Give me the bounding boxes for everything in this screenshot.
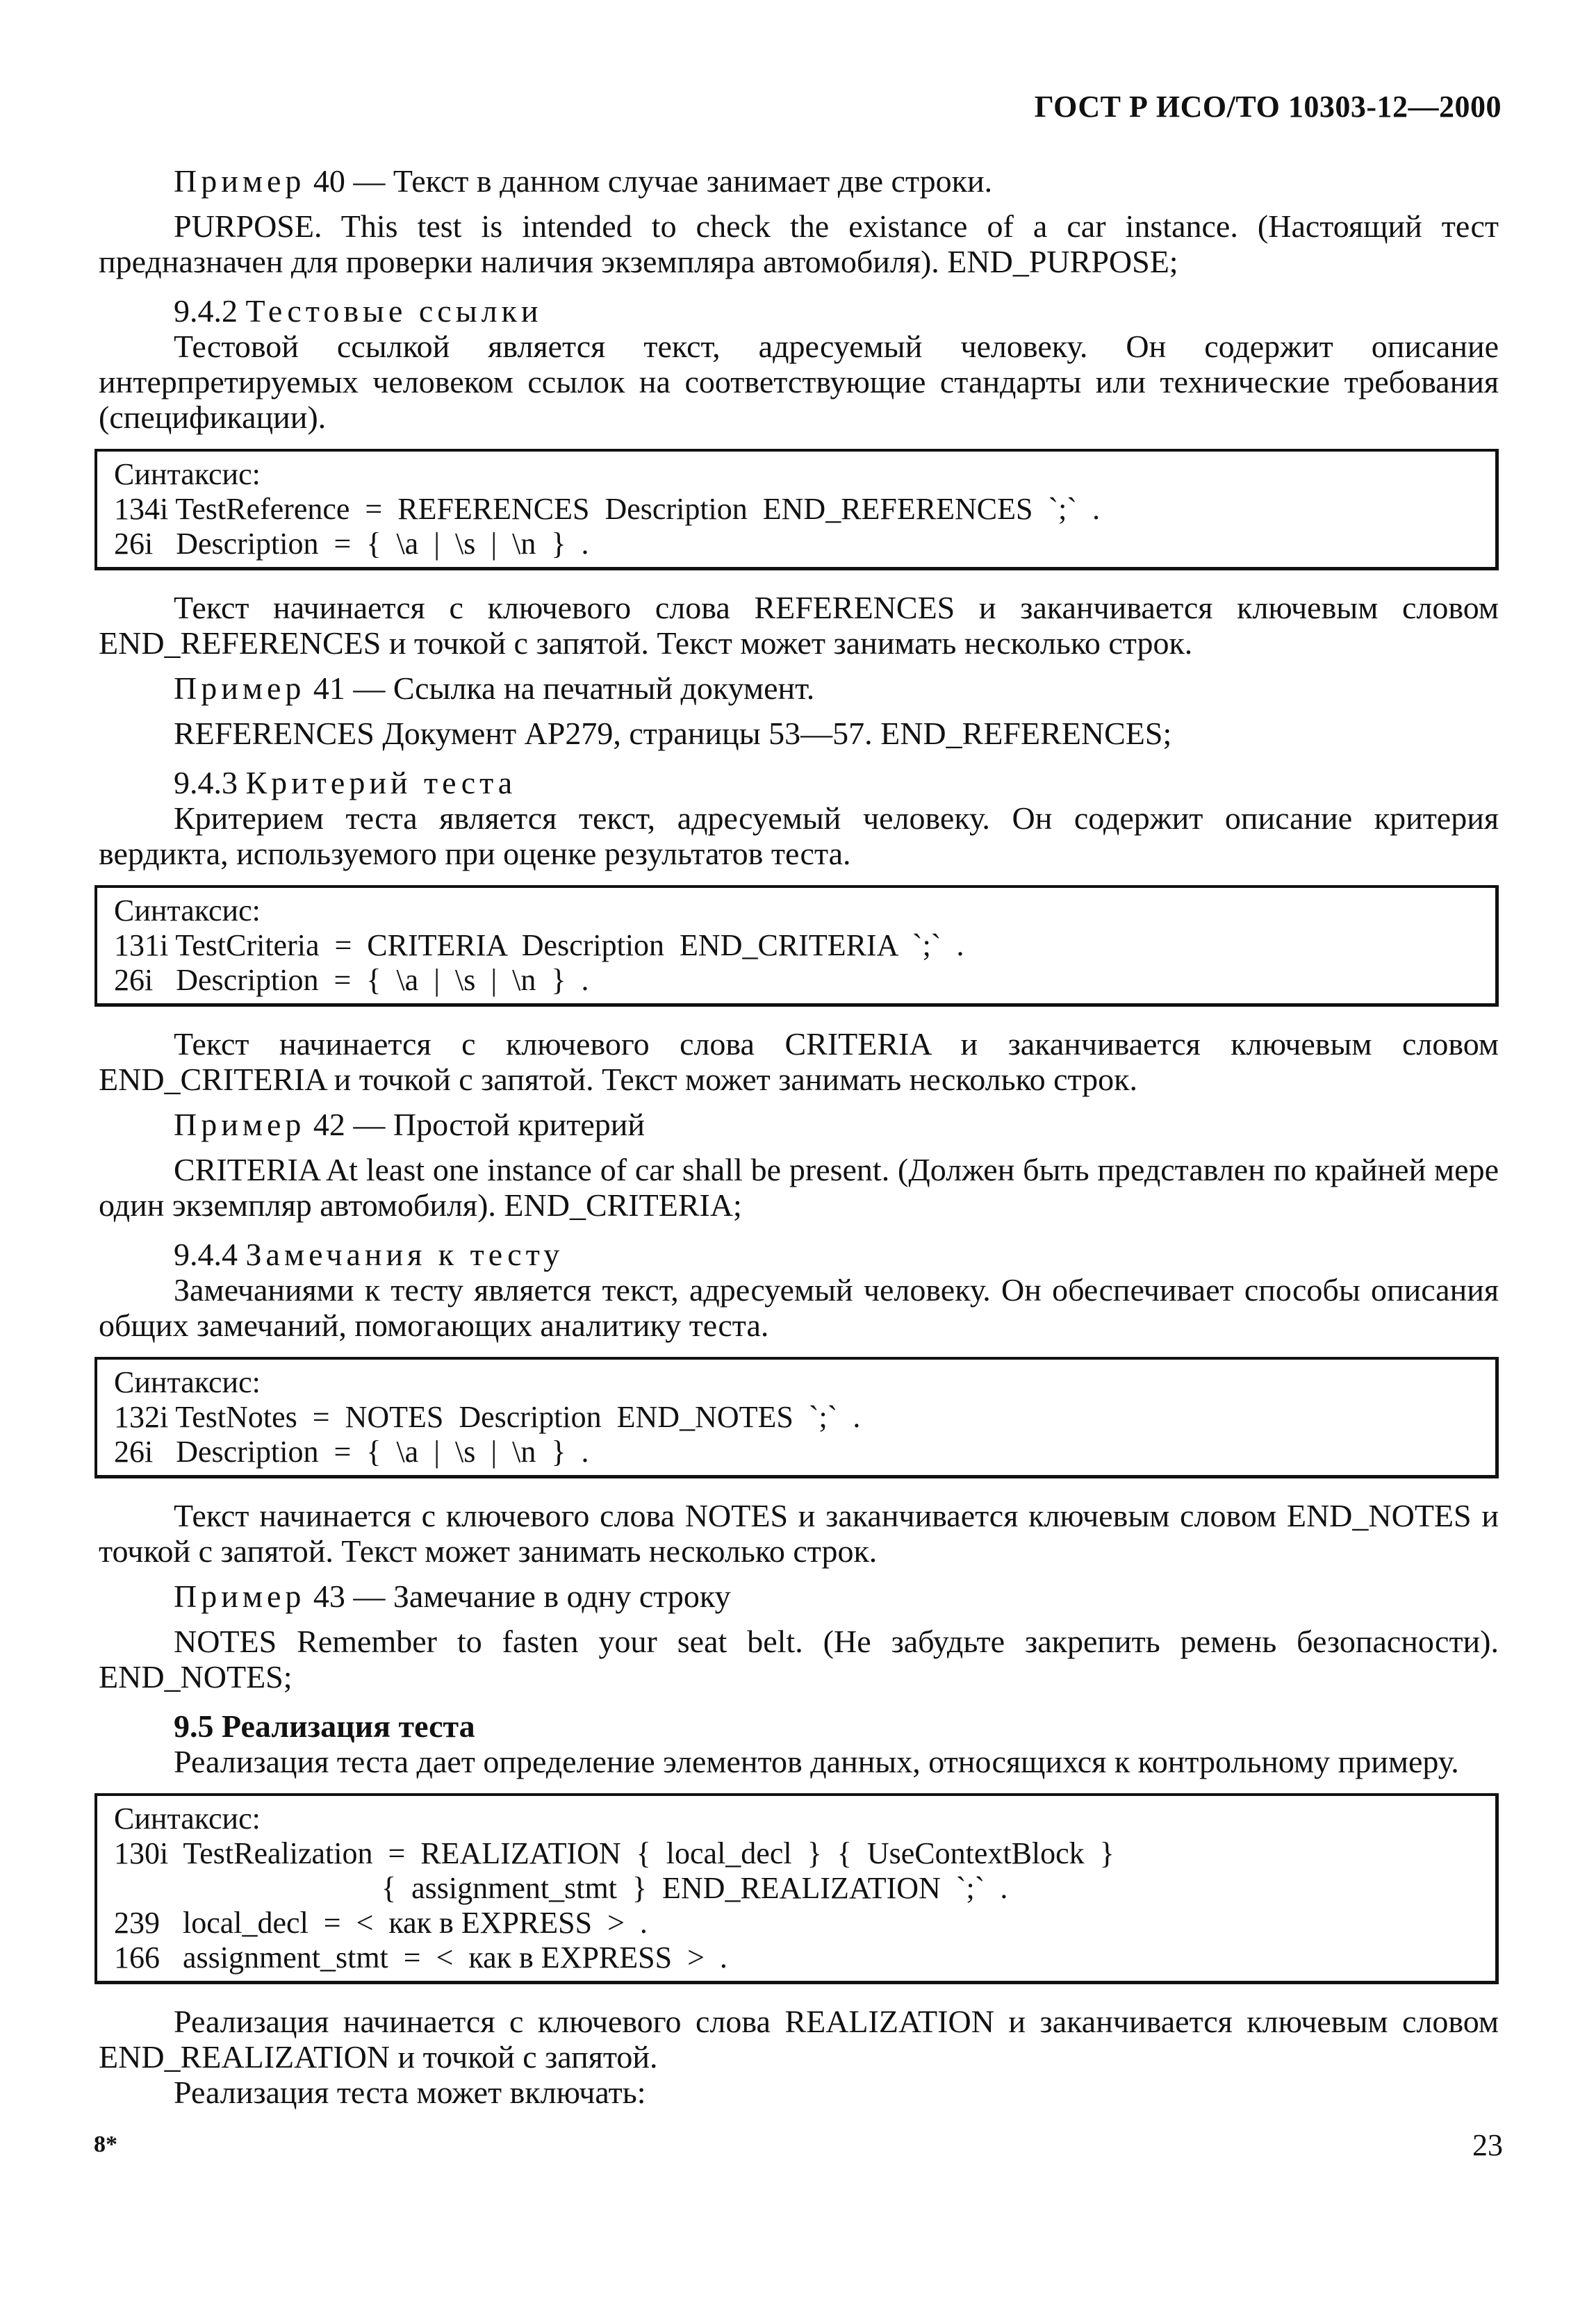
syntax-box-criteria — [94, 885, 1499, 1007]
syntax-line: 166 assignment_stmt = < как в EXPRESS > . — [114, 1940, 727, 1975]
section-9-5-text: Реализация теста дает определение элементов данных, относящихся к контрольному примеру. — [174, 1744, 1459, 1779]
section-number: 9.4.2 — [174, 293, 246, 329]
syntax-line: 26i Description = { \a | \s | \n } . — [114, 963, 589, 997]
page-number: 23 — [1472, 2128, 1503, 2162]
syntax-line: 131i TestCriteria = CRITERIA Description END_CRITERIA `;` . — [114, 928, 964, 962]
criteria-description: Текст начинается с ключевого слова CRITERIA и заканчивается ключевым словом END_CRITERIA и точкой с запятой. Текст может занимать несколько строк. — [99, 1026, 1499, 1097]
section-9-4-3-heading — [99, 765, 1499, 800]
example-text: 43 — Замечание в одну строку — [305, 1579, 731, 1614]
realization-description: Реализация начинается с ключевого слова REALIZATION и заканчивается ключевым словом END_REALIZATION и точкой с запятой. — [99, 2004, 1499, 2075]
example-42 — [99, 1107, 1499, 1142]
syntax-line: 130i TestRealization = REALIZATION { local_decl } { UseContextBlock } — [114, 1836, 1114, 1870]
section-9-4-3-text: Критерием теста является текст, адресуемый человеку. Он содержит описание критерия вердикта, используемого при оценке результатов теста. — [99, 800, 1499, 871]
syntax-line: Синтаксис: — [114, 1802, 261, 1836]
standard-id: ГОСТ Р ИСО/ТО 10303-12—2000 — [1034, 90, 1502, 124]
syntax-line: 132i TestNotes = NOTES Description END_NOTES `;` . — [114, 1400, 861, 1434]
section-9-4-4-heading — [99, 1237, 1499, 1272]
example-text: 40 — Текст в данном случае занимает две строки. — [305, 163, 993, 199]
section-9-4-4-text: Замечаниями к тесту является текст, адресуемый человеку. Он обеспечивает способы описания общих замечаний, помогающих аналитику теста. — [99, 1272, 1499, 1343]
page-body — [99, 163, 1499, 2110]
section-number: 9.4.4 — [174, 1237, 246, 1272]
section-title: Замечания к тесту — [245, 1237, 564, 1272]
syntax-line: { assignment_stmt } END_REALIZATION `;` . — [114, 1871, 1008, 1905]
example-label: Пример — [174, 163, 306, 199]
example-label: Пример — [174, 1107, 306, 1142]
section-number: 9.4.3 — [174, 765, 246, 800]
notes-description: Текст начинается с ключевого слова NOTES и заканчивается ключевым словом END_NOTES и точкой с запятой. Текст может занимать несколько строк. — [99, 1498, 1499, 1569]
example-40 — [99, 163, 1499, 199]
example-43-code: NOTES Remember to fasten your seat belt. (Не забудьте закрепить ремень безопасности). END_NOTES; — [99, 1624, 1499, 1695]
section-title: Тестовые ссылки — [245, 293, 543, 329]
realization-includes: Реализация теста может включать: — [174, 2075, 646, 2110]
section-9-5-heading: 9.5 Реализация теста — [174, 1708, 475, 1744]
section-title: Критерий теста — [245, 765, 517, 800]
example-40-code: PURPOSE. This test is intended to check the existance of a car instance. (Настоящий тест предназначен для проверки наличия экземпляра автомобиля). END_PURPOSE; — [99, 208, 1499, 279]
syntax-box-realization — [94, 1793, 1499, 1984]
references-description: Текст начинается с ключевого слова REFERENCES и заканчивается ключевым словом END_REFERENCES и точкой с запятой. Текст может занимать несколько строк. — [99, 590, 1499, 661]
example-label: Пример — [174, 1579, 306, 1614]
example-text: 42 — Простой критерий — [305, 1107, 645, 1142]
syntax-line: Синтаксис: — [114, 457, 261, 491]
example-43 — [99, 1579, 1499, 1614]
example-41-code: REFERENCES Документ AP279, страницы 53—57. END_REFERENCES; — [174, 716, 1172, 751]
syntax-line: 26i Description = { \a | \s | \n } . — [114, 527, 589, 561]
syntax-line: Синтаксис: — [114, 1365, 261, 1399]
syntax-box-references — [94, 449, 1499, 570]
signature-mark: 8* — [94, 2132, 117, 2157]
syntax-line: Синтаксис: — [114, 893, 261, 928]
syntax-line: 26i Description = { \a | \s | \n } . — [114, 1435, 589, 1469]
syntax-line: 134i TestReference = REFERENCES Description END_REFERENCES `;` . — [114, 492, 1100, 526]
syntax-line: 239 local_decl = < как в EXPRESS > . — [114, 1906, 648, 1940]
example-label: Пример — [174, 670, 306, 706]
example-text: 41 — Ссылка на печатный документ. — [305, 670, 815, 706]
example-41 — [99, 670, 1499, 706]
section-9-4-2-text: Тестовой ссылкой является текст, адресуемый человеку. Он содержит описание интерпретируемых человеком ссылок на соответствующие стандарты или технические требования (спецификации). — [99, 329, 1499, 435]
syntax-box-notes — [94, 1357, 1499, 1478]
example-42-code: CRITERIA At least one instance of car shall be present. (Должен быть представлен по крайней мере один экземпляр автомобиля). END_CRITERIA; — [99, 1152, 1499, 1223]
section-9-4-2-heading — [99, 293, 1499, 329]
